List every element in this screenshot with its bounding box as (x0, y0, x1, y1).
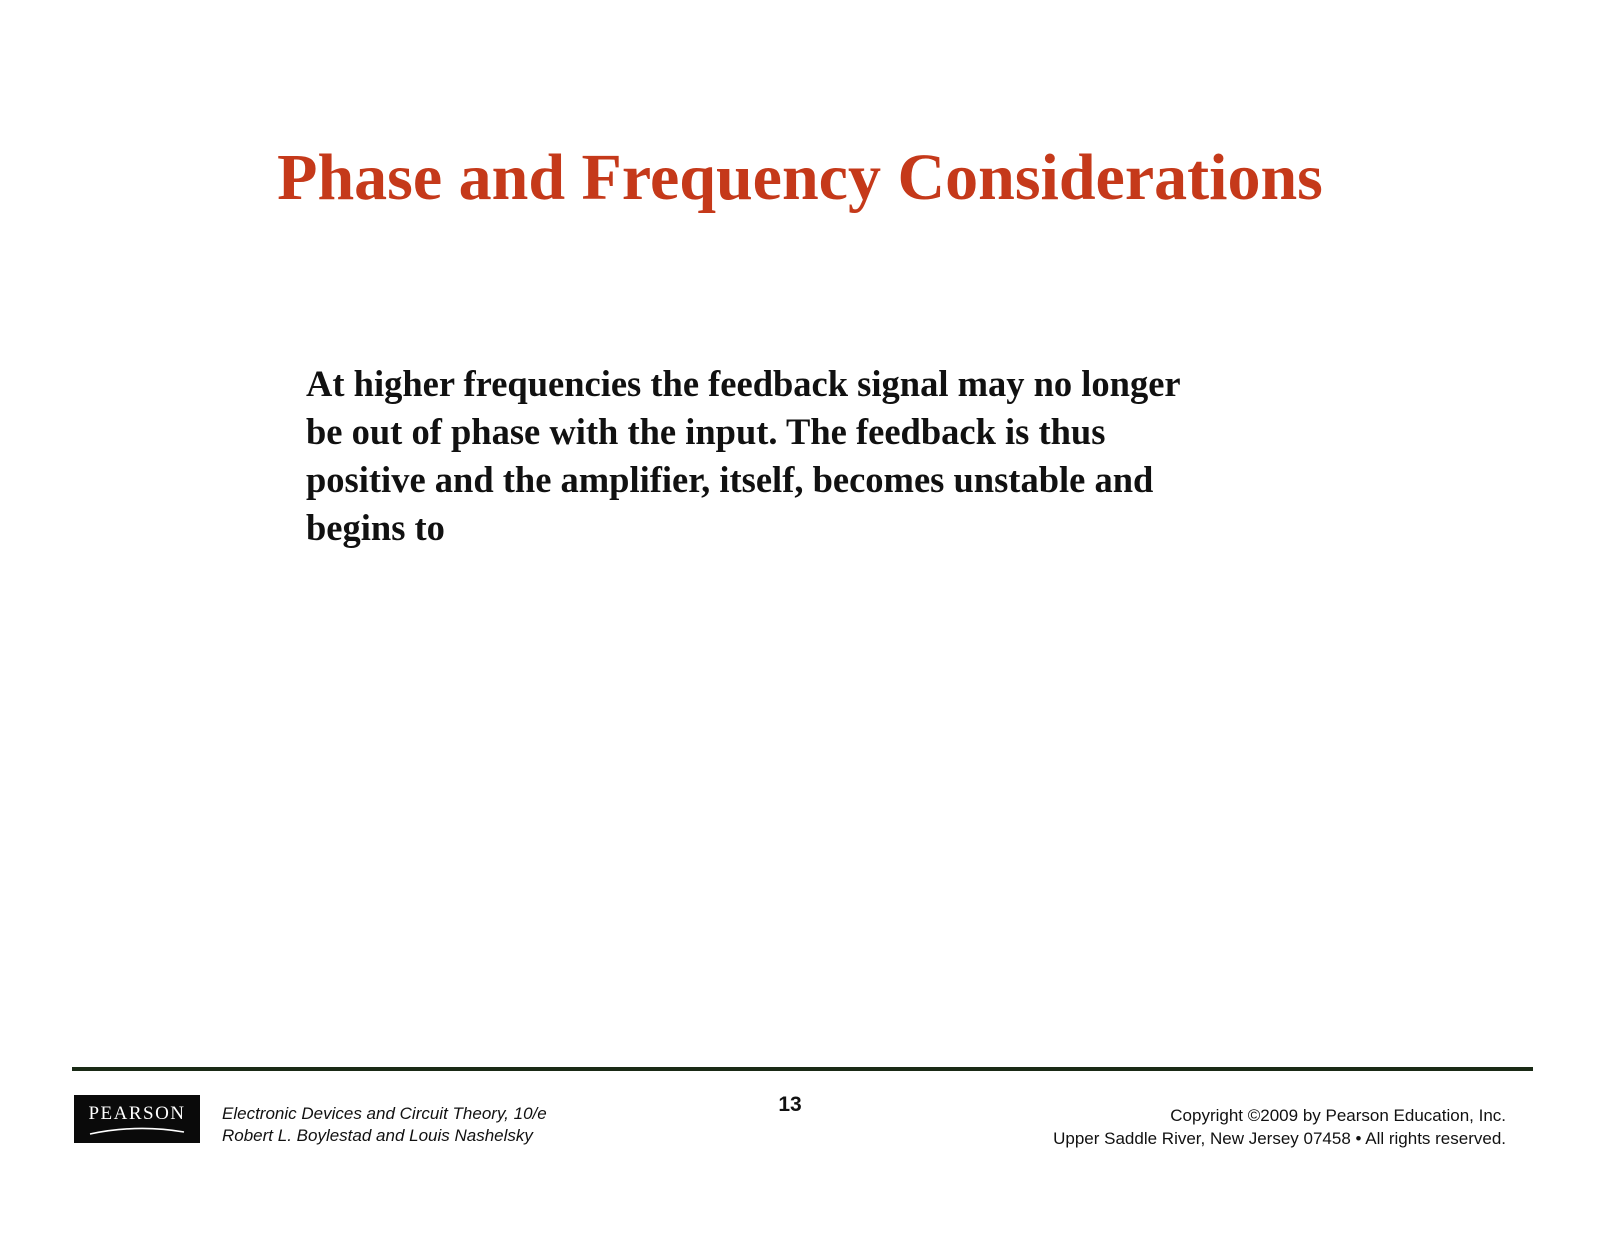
pearson-logo (74, 1095, 200, 1143)
copyright-line: Copyright ©2009 by Pearson Education, Inc. (1170, 1106, 1506, 1125)
book-info (222, 1103, 547, 1147)
logo-text: PEARSON (88, 1103, 186, 1124)
book-authors: Robert L. Boylestad and Louis Nashelsky (222, 1126, 533, 1145)
body-line: At higher frequencies the feedback signal may no longer (306, 363, 1181, 404)
copyright-notice (1053, 1104, 1506, 1150)
body-line: be out of phase with the input. The feedback is thus (306, 411, 1106, 452)
slide-title: Phase and Frequency Considerations (277, 141, 1323, 214)
book-title: Electronic Devices and Circuit Theory, 10/e (222, 1104, 547, 1123)
body-line: begins to (306, 507, 445, 548)
page-number: 13 (778, 1093, 802, 1116)
logo-swoosh-icon (88, 1126, 186, 1136)
body-line: positive and the amplifier, itself, becomes unstable and (306, 459, 1154, 500)
copyright-line: Upper Saddle River, New Jersey 07458 • All rights reserved. (1053, 1129, 1506, 1148)
footer-divider (72, 1067, 1533, 1071)
slide-body (306, 360, 1296, 552)
